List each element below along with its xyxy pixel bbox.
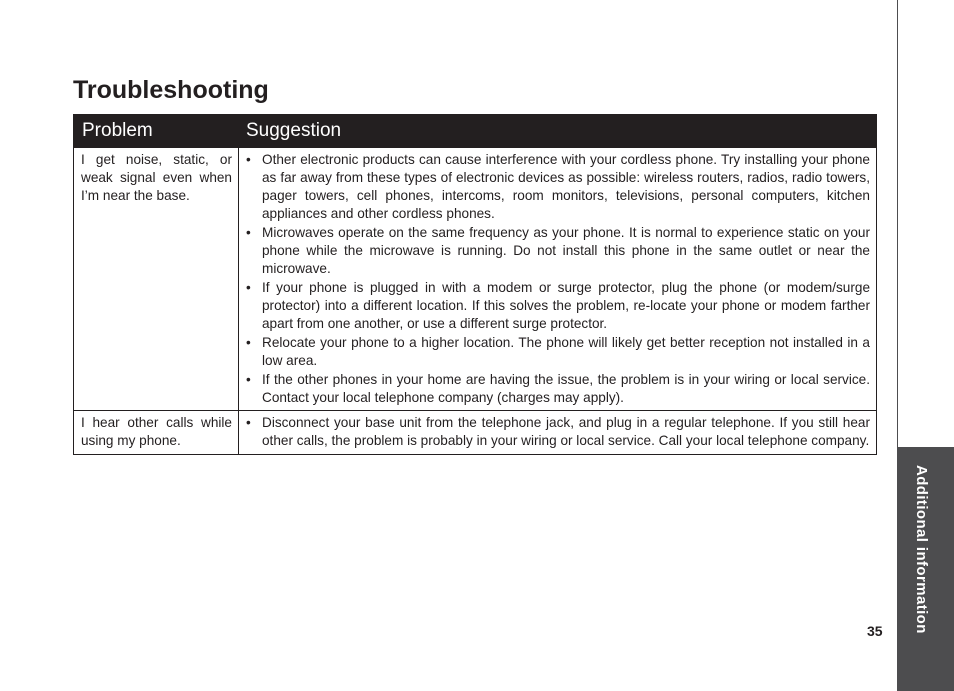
bullet-icon: •	[246, 415, 251, 430]
suggestion-list	[246, 151, 870, 407]
suggestion-text: Other electronic products can cause interference with your cordless phone. Try installing your phone as far away from these types of electronic devices as possible: wireless routers, radios, radio towers, pager towers, cell phones, intercoms, room monitors, televisions, personal computers, kitchen appliances and other cordless phones.	[262, 152, 870, 221]
suggestion-cell	[239, 148, 877, 411]
suggestion-text: Relocate your phone to a higher location. The phone will likely get better reception not installed in a low area.	[262, 335, 870, 368]
column-header-problem: Problem	[74, 115, 239, 148]
suggestion-text: If the other phones in your home are having the issue, the problem is in your wiring or local service. Contact your local telephone company (charges may apply).	[262, 372, 870, 405]
page-title: Troubleshooting	[73, 76, 269, 104]
table-row	[74, 148, 877, 411]
side-divider-line	[897, 0, 898, 447]
table-header-row	[74, 115, 877, 148]
problem-cell: I get noise, static, or weak signal even when I’m near the base.	[74, 148, 239, 411]
bullet-icon: •	[246, 372, 251, 387]
suggestion-list	[246, 414, 870, 450]
page-number: 35	[867, 623, 883, 639]
bullet-icon: •	[246, 225, 251, 240]
problem-cell: I hear other calls while using my phone.	[74, 411, 239, 455]
suggestion-item	[246, 224, 870, 278]
bullet-icon: •	[246, 335, 251, 350]
suggestion-item	[246, 279, 870, 333]
suggestion-cell	[239, 411, 877, 455]
suggestion-item	[246, 151, 870, 223]
bullet-icon: •	[246, 280, 251, 295]
troubleshooting-table	[73, 114, 877, 455]
section-side-tab	[897, 447, 954, 691]
bullet-icon: •	[246, 152, 251, 167]
table-row	[74, 411, 877, 455]
suggestion-text: Microwaves operate on the same frequency as your phone. It is normal to experience static on your phone while the microwave is running. Do not install this phone in the same outlet or near the microwave.	[262, 225, 870, 276]
suggestion-item	[246, 334, 870, 370]
suggestion-item	[246, 414, 870, 450]
suggestion-text: Disconnect your base unit from the telephone jack, and plug in a regular telephone. If you still hear other calls, the problem is probably in your wiring or local service. Call your local telephone company.	[262, 415, 870, 448]
side-tab-label: Additional information	[913, 465, 930, 634]
suggestion-item	[246, 371, 870, 407]
suggestion-text: If your phone is plugged in with a modem or surge protector, plug the phone (or modem/surge protector) into a different location. If this solves the problem, re-locate your phone or modem farther apart from one another, or use a different surge protector.	[262, 280, 870, 331]
column-header-suggestion: Suggestion	[239, 115, 877, 148]
